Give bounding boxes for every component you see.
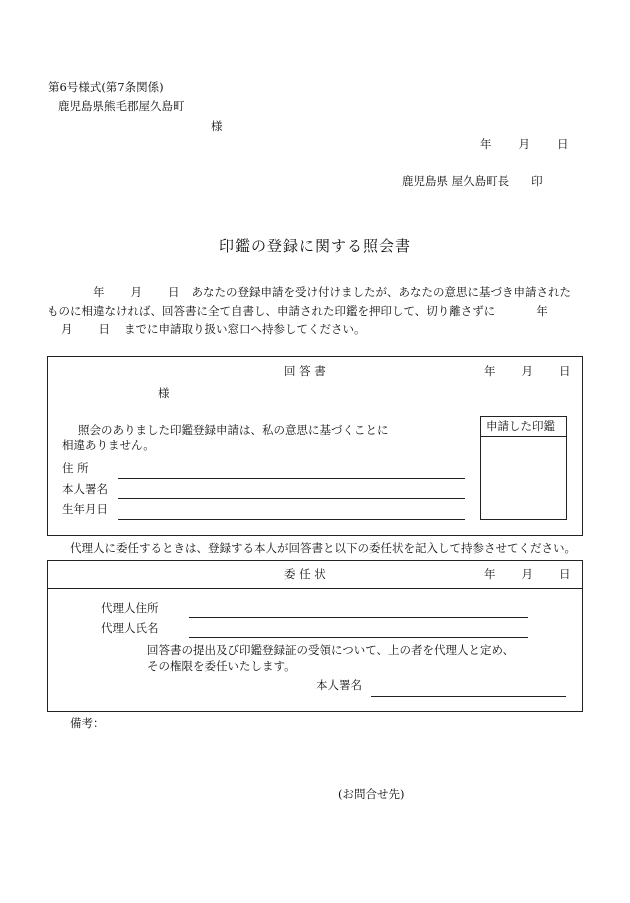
delegation-statement-1: 回答書の提出及び印鑑登録証の受領について、上の者を代理人と定め、 [147, 643, 515, 657]
delegation-signature-label: 本人署名 [316, 678, 362, 692]
intro-day: 日 [168, 285, 180, 299]
address-field[interactable] [118, 478, 465, 479]
intro-line-3 [61, 324, 366, 336]
intro-line-1 [93, 287, 571, 299]
intro-year: 年 [93, 285, 105, 299]
proxy-address-field[interactable] [189, 617, 528, 618]
answer-day: 日 [559, 364, 571, 378]
delegation-signature-field[interactable] [371, 696, 566, 697]
seal-box-label: 申請した印鑑 [486, 419, 555, 433]
proxy-name-label: 代理人氏名 [101, 621, 159, 635]
header-date [480, 139, 569, 151]
contact-label: (お問合せ先) [338, 787, 405, 801]
header-day: 日 [557, 137, 569, 151]
intro-deadline-year: 年 [536, 304, 548, 318]
answer-statement-1: 照会のありました印鑑登録申請は、私の意思に基づくことに [78, 423, 389, 437]
form-number: 第6号様式(第7条関係) [48, 80, 164, 94]
intro-text-1: あなたの登録申請を受け付けましたが、あなたの意思に基づき申請された [191, 285, 571, 299]
delegation-title: 委 任 状 [284, 567, 326, 581]
answer-year: 年 [484, 364, 496, 378]
issuer-name: 鹿児島県 屋久島町長 [402, 174, 510, 188]
delegation-date [484, 569, 571, 581]
addressee-sama: 様 [211, 119, 223, 133]
answer-sama: 様 [158, 386, 170, 400]
issuer-seal: 印 [531, 174, 543, 188]
delegation-form [47, 560, 583, 712]
delegation-year: 年 [484, 567, 496, 581]
address-label: 住 所 [62, 461, 89, 475]
proxy-note: 代理人に委任するときは、登録する本人が回答書と以下の委任状を記入して持参させてください。 [70, 541, 576, 555]
intro-month: 月 [130, 285, 142, 299]
signature-field[interactable] [118, 498, 465, 499]
signature-label: 本人署名 [62, 482, 108, 496]
intro-text-2: ものに相違なければ、回答書に全て自書し、申請された印鑑を押印して、切り離さずに [47, 304, 496, 318]
header-month: 月 [518, 137, 530, 151]
issuer [402, 176, 543, 188]
answer-date [484, 366, 571, 378]
proxy-name-field[interactable] [189, 637, 528, 638]
delegation-header-divider [47, 588, 583, 589]
answer-month: 月 [521, 364, 533, 378]
birthdate-label: 生年月日 [62, 502, 108, 516]
birthdate-field[interactable] [118, 519, 465, 520]
intro-line-2 [47, 306, 548, 318]
delegation-statement-2: その権限を委任いたします。 [147, 659, 296, 673]
intro-deadline-month: 月 [61, 322, 73, 336]
delegation-month: 月 [521, 567, 533, 581]
answer-statement-2: 相違ありません。 [62, 438, 155, 452]
delegation-day: 日 [559, 567, 571, 581]
header-year: 年 [480, 137, 492, 151]
intro-text-3: までに申請取り扱い窓口へ持参してください。 [124, 322, 366, 336]
proxy-address-label: 代理人住所 [101, 601, 159, 615]
intro-deadline-day: 日 [98, 322, 110, 336]
answer-title: 回 答 書 [284, 364, 326, 378]
page-title: 印鑑の登録に関する照会書 [219, 237, 412, 255]
seal-box-divider [480, 436, 567, 437]
addressee-town: 鹿児島県熊毛郡屋久島町 [58, 99, 185, 113]
remarks-label: 備考： [70, 716, 105, 730]
